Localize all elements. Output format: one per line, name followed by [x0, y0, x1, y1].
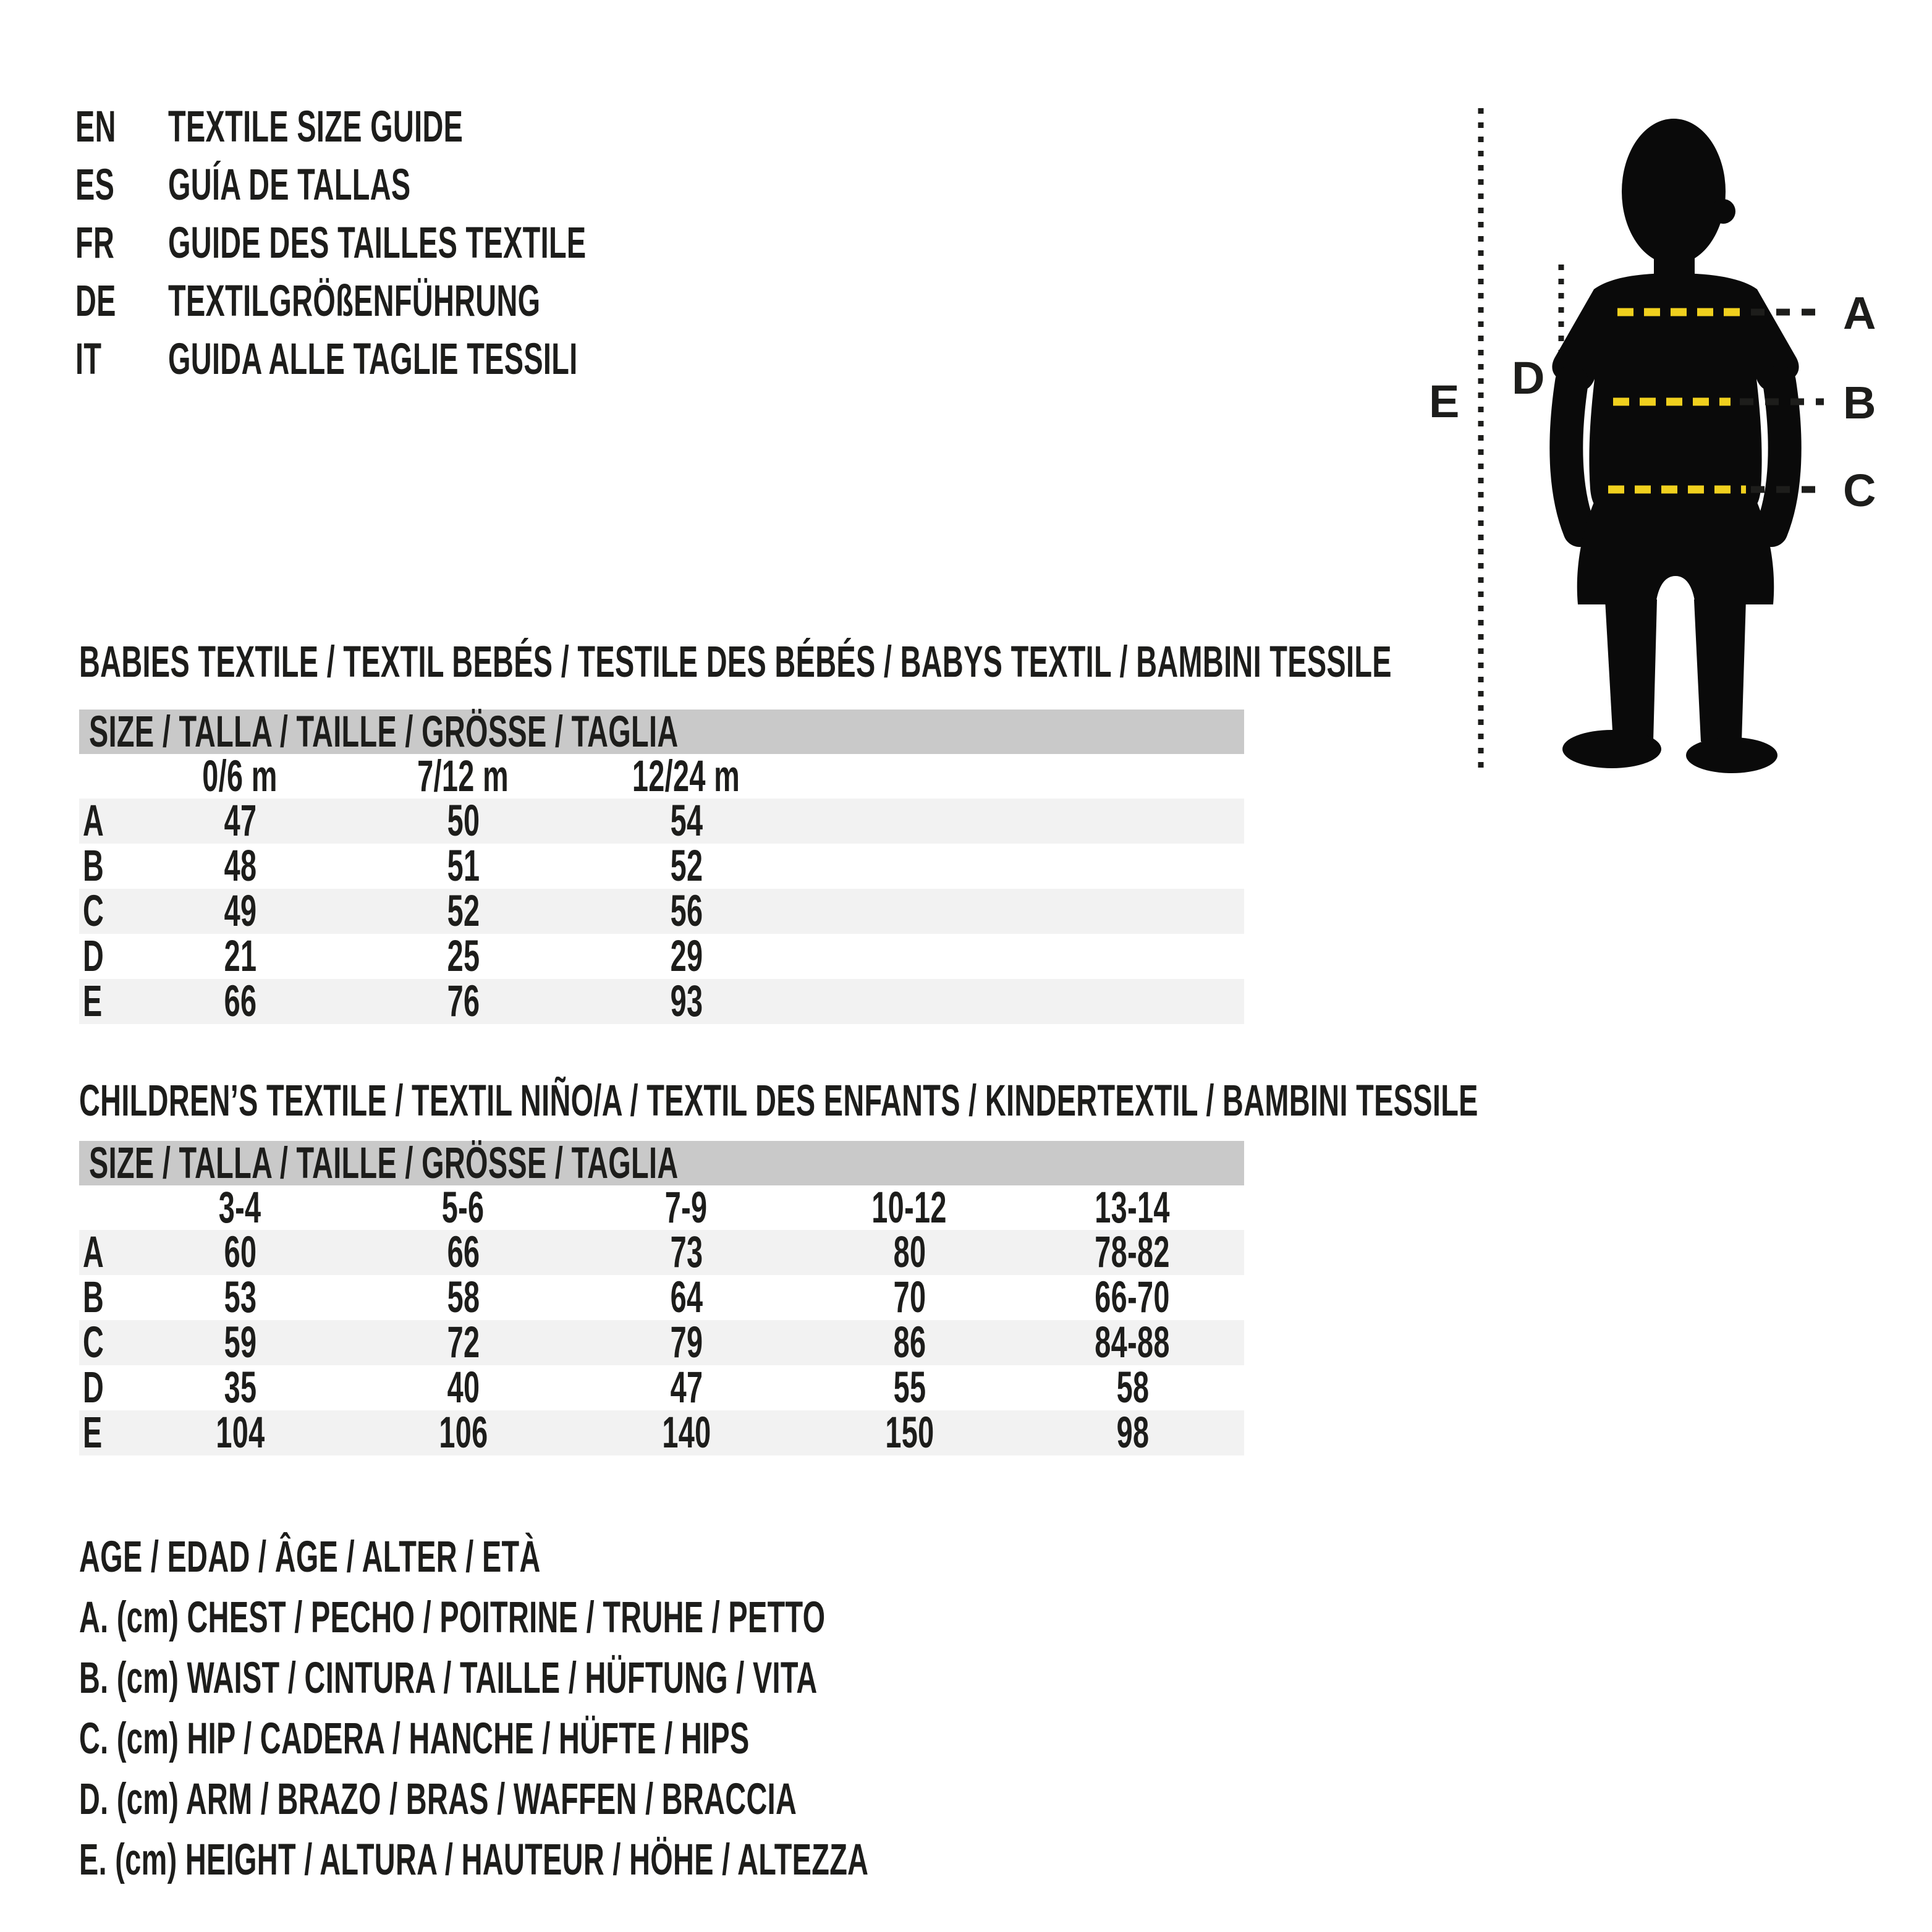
row-label: A	[83, 797, 104, 845]
cell-value: 21	[224, 932, 256, 981]
measure-label-e: E	[1429, 376, 1460, 427]
cell-value: 47	[224, 797, 256, 845]
cell-value: 54	[670, 797, 703, 845]
cell-value: 150	[884, 1409, 934, 1457]
language-title-list	[75, 98, 802, 388]
table-row	[79, 844, 1244, 889]
children-column-header-row	[79, 1185, 1244, 1230]
cell-value: 47	[670, 1363, 703, 1412]
babies-col-0: 0/6 m	[202, 752, 278, 801]
cell-value: 140	[661, 1409, 711, 1457]
measure-label-c: C	[1843, 465, 1876, 516]
cell-value: 66-70	[1095, 1273, 1171, 1322]
children-col-1: 5-6	[442, 1183, 485, 1232]
cell-value: 55	[893, 1363, 926, 1412]
lang-code-de: DE	[75, 276, 116, 326]
cell-value: 48	[224, 842, 256, 891]
row-label: A	[83, 1228, 104, 1277]
table-row	[79, 1230, 1244, 1275]
lang-row-de	[75, 272, 802, 330]
cell-value: 51	[447, 842, 480, 891]
legend-arm-line: D. (cm) ARM / BRAZO / BRAS / WAFFEN / BRACCIA	[79, 1774, 797, 1824]
row-label: C	[83, 887, 104, 936]
babies-column-header-row	[79, 754, 1244, 799]
cell-value: 98	[1116, 1409, 1149, 1457]
cell-value: 80	[893, 1228, 926, 1277]
table-row	[79, 934, 1244, 979]
size-header-bar	[79, 1138, 1244, 1188]
cell-value: 70	[893, 1273, 926, 1322]
legend-waist-line: B. (cm) WAIST / CINTURA / TAILLE / HÜFTUNG / VITA	[79, 1653, 818, 1703]
legend-age-line: AGE / EDAD / ÂGE / ALTER / ETÀ	[79, 1532, 541, 1582]
cell-value: 52	[670, 842, 703, 891]
cell-value: 52	[447, 887, 480, 936]
cell-value: 49	[224, 887, 256, 936]
legend-hip-line: C. (cm) HIP / CADERA / HANCHE / HÜFTE / HIPS	[79, 1714, 750, 1763]
size-header-label: SIZE / TALLA / TAILLE / GRÖSSE / TAGLIA	[89, 1138, 679, 1188]
measure-label-d: D	[1512, 352, 1545, 404]
cell-value: 40	[447, 1363, 480, 1412]
table-row	[79, 889, 1244, 934]
babies-size-table	[79, 707, 1244, 1026]
children-col-0: 3-4	[219, 1183, 261, 1232]
legend-chest-line: A. (cm) CHEST / PECHO / POITRINE / TRUHE / PETTO	[79, 1593, 826, 1642]
row-label: E	[83, 977, 103, 1026]
lang-code-fr: FR	[75, 218, 115, 268]
row-label: C	[83, 1318, 104, 1367]
babies-col-1: 7/12 m	[417, 752, 509, 801]
table-row	[79, 979, 1244, 1024]
measure-label-b: B	[1843, 377, 1876, 428]
row-label: D	[83, 932, 104, 981]
child-silhouette-graphic	[1409, 93, 1932, 803]
babies-col-2: 12/24 m	[632, 752, 740, 801]
children-col-3: 10-12	[871, 1183, 947, 1232]
cell-value: 35	[224, 1363, 256, 1412]
lang-row-it	[75, 330, 802, 388]
cell-value: 60	[224, 1228, 256, 1277]
cell-value: 84-88	[1095, 1318, 1171, 1367]
measurement-figure	[1409, 93, 1932, 803]
lang-row-fr	[75, 214, 802, 272]
cell-value: 79	[670, 1318, 703, 1367]
row-label: E	[83, 1409, 103, 1457]
lang-code-en: EN	[75, 102, 116, 151]
size-header-label: SIZE / TALLA / TAILLE / GRÖSSE / TAGLIA	[89, 707, 679, 756]
cell-value: 93	[670, 977, 703, 1026]
table-row	[79, 799, 1244, 844]
cell-value: 72	[447, 1318, 480, 1367]
cell-value: 64	[670, 1273, 703, 1322]
babies-section-title: BABIES TEXTILE / TEXTIL BEBÉS / TESTILE DES BÉBÉS / BABYS TEXTIL / BAMBINI TESSILE	[79, 638, 1392, 687]
cell-value: 86	[893, 1318, 926, 1367]
cell-value: 73	[670, 1228, 703, 1277]
children-col-2: 7-9	[665, 1183, 708, 1232]
cell-value: 58	[1116, 1363, 1149, 1412]
cell-value: 25	[447, 932, 480, 981]
row-label: D	[83, 1363, 104, 1412]
table-row	[79, 1365, 1244, 1410]
children-size-table	[79, 1138, 1244, 1457]
table-row	[79, 1410, 1244, 1455]
row-label: B	[83, 1273, 104, 1322]
size-header-bar	[79, 707, 1244, 756]
cell-value: 53	[224, 1273, 256, 1322]
cell-value: 78-82	[1095, 1228, 1171, 1277]
lang-title-en: TEXTILE SIZE GUIDE	[168, 102, 464, 151]
measurement-legend	[79, 1527, 1275, 1890]
table-row	[79, 1320, 1244, 1365]
children-col-4: 13-14	[1095, 1183, 1171, 1232]
measure-label-a: A	[1843, 287, 1876, 339]
lang-title-it: GUIDA ALLE TAGLIE TESSILI	[168, 334, 578, 384]
cell-value: 56	[670, 887, 703, 936]
cell-value: 66	[447, 1228, 480, 1277]
legend-height-line: E. (cm) HEIGHT / ALTURA / HAUTEUR / HÖHE / ALTEZZA	[79, 1835, 869, 1884]
lang-title-es: GUÍA DE TALLAS	[168, 160, 411, 210]
lang-code-es: ES	[75, 160, 115, 210]
cell-value: 59	[224, 1318, 256, 1367]
cell-value: 106	[438, 1409, 488, 1457]
cell-value: 66	[224, 977, 256, 1026]
lang-title-de: TEXTILGRÖßENFÜHRUNG	[168, 276, 541, 326]
children-section-title: CHILDREN’S TEXTILE / TEXTIL NIÑO/A / TEXTIL DES ENFANTS / KINDERTEXTIL / BAMBINI TESSILE	[79, 1077, 1478, 1125]
row-label: B	[83, 842, 104, 891]
cell-value: 104	[215, 1409, 265, 1457]
lang-code-it: IT	[75, 334, 102, 384]
table-row	[79, 1275, 1244, 1320]
cell-value: 76	[447, 977, 480, 1026]
lang-row-es	[75, 156, 802, 214]
cell-value: 29	[670, 932, 703, 981]
cell-value: 58	[447, 1273, 480, 1322]
cell-value: 50	[447, 797, 480, 845]
lang-title-fr: GUIDE DES TAILLES TEXTILE	[168, 218, 587, 268]
lang-row-en	[75, 98, 802, 156]
